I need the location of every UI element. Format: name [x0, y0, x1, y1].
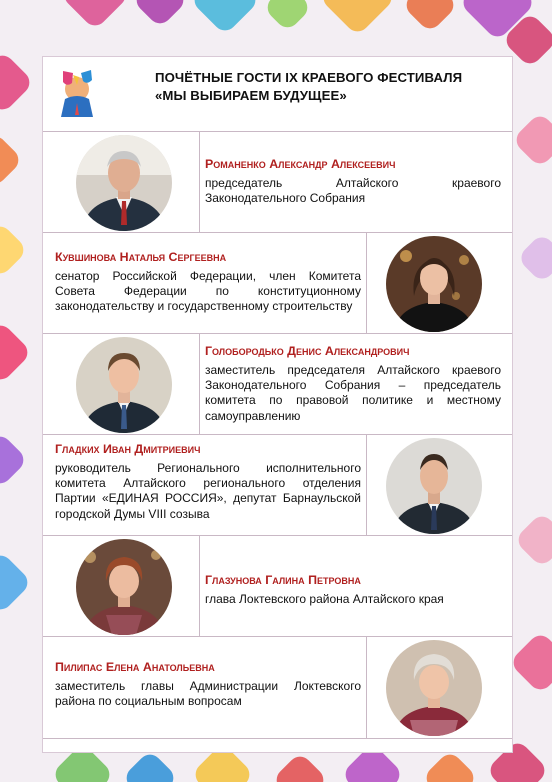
guest-photo-1 — [76, 135, 172, 231]
guest-name-2: Кувшинова Наталья Сергеевна — [55, 250, 227, 264]
title-line-1: ПОЧЁТНЫЕ ГОСТИ IX КРАЕВОГО ФЕСТИВАЛЯ — [155, 70, 463, 85]
guest-photo-6 — [386, 640, 482, 736]
title-line-2: «МЫ ВЫБИРАЕМ БУДУЩЕЕ» — [155, 88, 347, 103]
page-title — [155, 69, 500, 105]
guest-row-6 — [43, 636, 512, 739]
guest-row-2 — [43, 232, 512, 334]
guest-name-5: Глазунова Галина Петровна — [205, 573, 361, 587]
guest-name-1: Романенко Александр Алексеевич — [205, 157, 396, 171]
guest-role-6: заместитель главы Администрации Локтевского района по социальным вопросам — [55, 679, 361, 709]
guest-role-1: председатель Алтайского краевого Законодательного Собрания — [205, 176, 501, 206]
guest-role-4: руководитель Регионального исполнительного комитета Алтайского регионального отделения Партии «ЕДИНАЯ РОССИЯ», депутат Барнаульской городской Думы VIII созыва — [55, 461, 361, 521]
guest-name-3: Голобородько Денис Александрович — [205, 344, 410, 358]
guest-photo-4 — [386, 438, 482, 534]
guest-role-2: сенатор Российской Федерации, член Комитета Совета Федерации по конституционному законодательству и государственному строительству — [55, 269, 361, 314]
guest-photo-3 — [76, 337, 172, 433]
guest-row-3 — [43, 333, 512, 435]
guest-photo-5 — [76, 539, 172, 635]
guest-row-1 — [43, 131, 512, 233]
guest-photo-2 — [386, 236, 482, 332]
guest-row-4 — [43, 434, 512, 536]
guest-name-6: Пилипас Елена Анатольевна — [55, 660, 215, 674]
header — [43, 57, 512, 125]
guest-role-3: заместитель председателя Алтайского краевого Законодательного Собрания – председатель комитета по правовой политике и местному самоуправлению — [205, 363, 501, 423]
guests-card — [42, 56, 513, 753]
theater-masks-logo-icon — [55, 65, 99, 117]
guest-row-5 — [43, 535, 512, 637]
guest-role-5: глава Локтевского района Алтайского края — [205, 592, 444, 606]
guest-name-4: Гладких Иван Дмитриевич — [55, 442, 201, 456]
